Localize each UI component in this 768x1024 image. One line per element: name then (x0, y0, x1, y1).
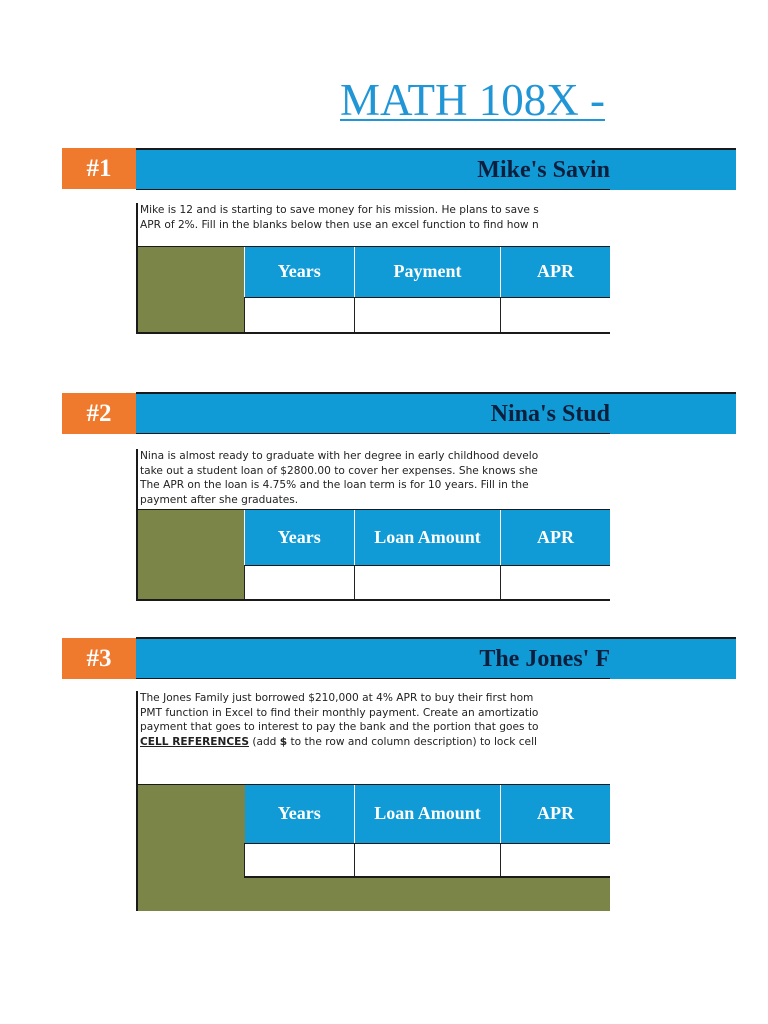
section-3-years-input-cell[interactable] (245, 843, 355, 876)
section-3-apr-input-cell[interactable] (501, 843, 611, 876)
section-3-desc-post: to the row and column description) to lock cell (287, 735, 537, 748)
section-3-desc-line: PMT function in Excel to find their monthly payment. Create an amortizatio (140, 706, 539, 719)
section-1-desc-line: APR of 2%. Fill in the blanks below then use an excel function to find how n (140, 218, 539, 231)
section-3-input-table (244, 785, 610, 878)
section-2-number-badge: #2 (62, 393, 136, 434)
section-2-banner (136, 392, 736, 434)
section-2-banner-bottom-line (136, 433, 610, 434)
dollar-sign-emphasis: $ (279, 735, 288, 748)
section-3-desc-line: payment that goes to interest to pay the bank and the portion that goes to (140, 721, 539, 733)
section-3-number-badge: #3 (62, 638, 136, 679)
section-2-olive-block (136, 510, 244, 600)
section-2-header-apr: APR (501, 510, 611, 565)
section-2-header-years: Years (245, 510, 355, 565)
section-1-apr-input-cell[interactable] (501, 297, 611, 332)
section-3-header-apr: APR (501, 785, 611, 843)
section-1-desc-line: Mike is 12 and is starting to save money for his mission. He plans to save s (140, 204, 539, 216)
section-1-description (136, 203, 610, 247)
section-2-input-table (244, 510, 610, 600)
section-2-table-bottom-line (136, 599, 610, 601)
section-1-years-input-cell[interactable] (245, 297, 355, 332)
section-1-input-table (244, 247, 610, 333)
section-1-header-years: Years (245, 247, 355, 297)
section-2-desc-line: Nina is almost ready to graduate with her degree in early childhood develo (140, 450, 539, 462)
section-3-desc-line: The Jones Family just borrowed $210,000 at 4% APR to buy their first hom (140, 692, 534, 704)
section-3-loan-amount-input-cell[interactable] (355, 843, 501, 876)
section-3-description (136, 691, 610, 785)
section-2-desc-line: payment after she graduates. (140, 493, 299, 506)
section-3-title: The Jones' F (479, 646, 610, 672)
section-3-banner-bottom-line (136, 678, 610, 679)
cell-references-emphasis: CELL REFERENCES (140, 735, 249, 748)
section-2-apr-input-cell[interactable] (501, 565, 611, 599)
section-3-desc-line-last (140, 735, 610, 750)
section-2-years-input-cell[interactable] (245, 565, 355, 599)
section-1-header-payment: Payment (355, 247, 501, 297)
section-1-number-badge: #1 (62, 148, 136, 189)
section-3-header-years: Years (245, 785, 355, 843)
section-3-table-bottom-line (244, 876, 610, 878)
section-2-header-loan-amount: Loan Amount (355, 510, 501, 565)
section-1-banner-bottom-line (136, 189, 610, 190)
section-2-description (136, 449, 610, 509)
section-1-banner (136, 148, 736, 190)
section-1-olive-block (136, 247, 244, 333)
section-3-banner (136, 637, 736, 679)
page-title: MATH 108X - (340, 75, 605, 125)
section-1-header-apr: APR (501, 247, 611, 297)
section-1-table-bottom-line (136, 332, 610, 334)
section-1-title: Mike's Savin (477, 157, 610, 183)
section-1-payment-input-cell[interactable] (355, 297, 501, 332)
section-2-loan-amount-input-cell[interactable] (355, 565, 501, 599)
section-3-header-loan-amount: Loan Amount (355, 785, 501, 843)
section-2-desc-line: The APR on the loan is 4.75% and the loan term is for 10 years. Fill in the (140, 479, 529, 491)
section-2-title: Nina's Stud (490, 401, 610, 427)
section-3-desc-pre: (add (248, 735, 280, 748)
section-2-desc-line: take out a student loan of $2800.00 to cover her expenses. She knows she (140, 464, 538, 477)
